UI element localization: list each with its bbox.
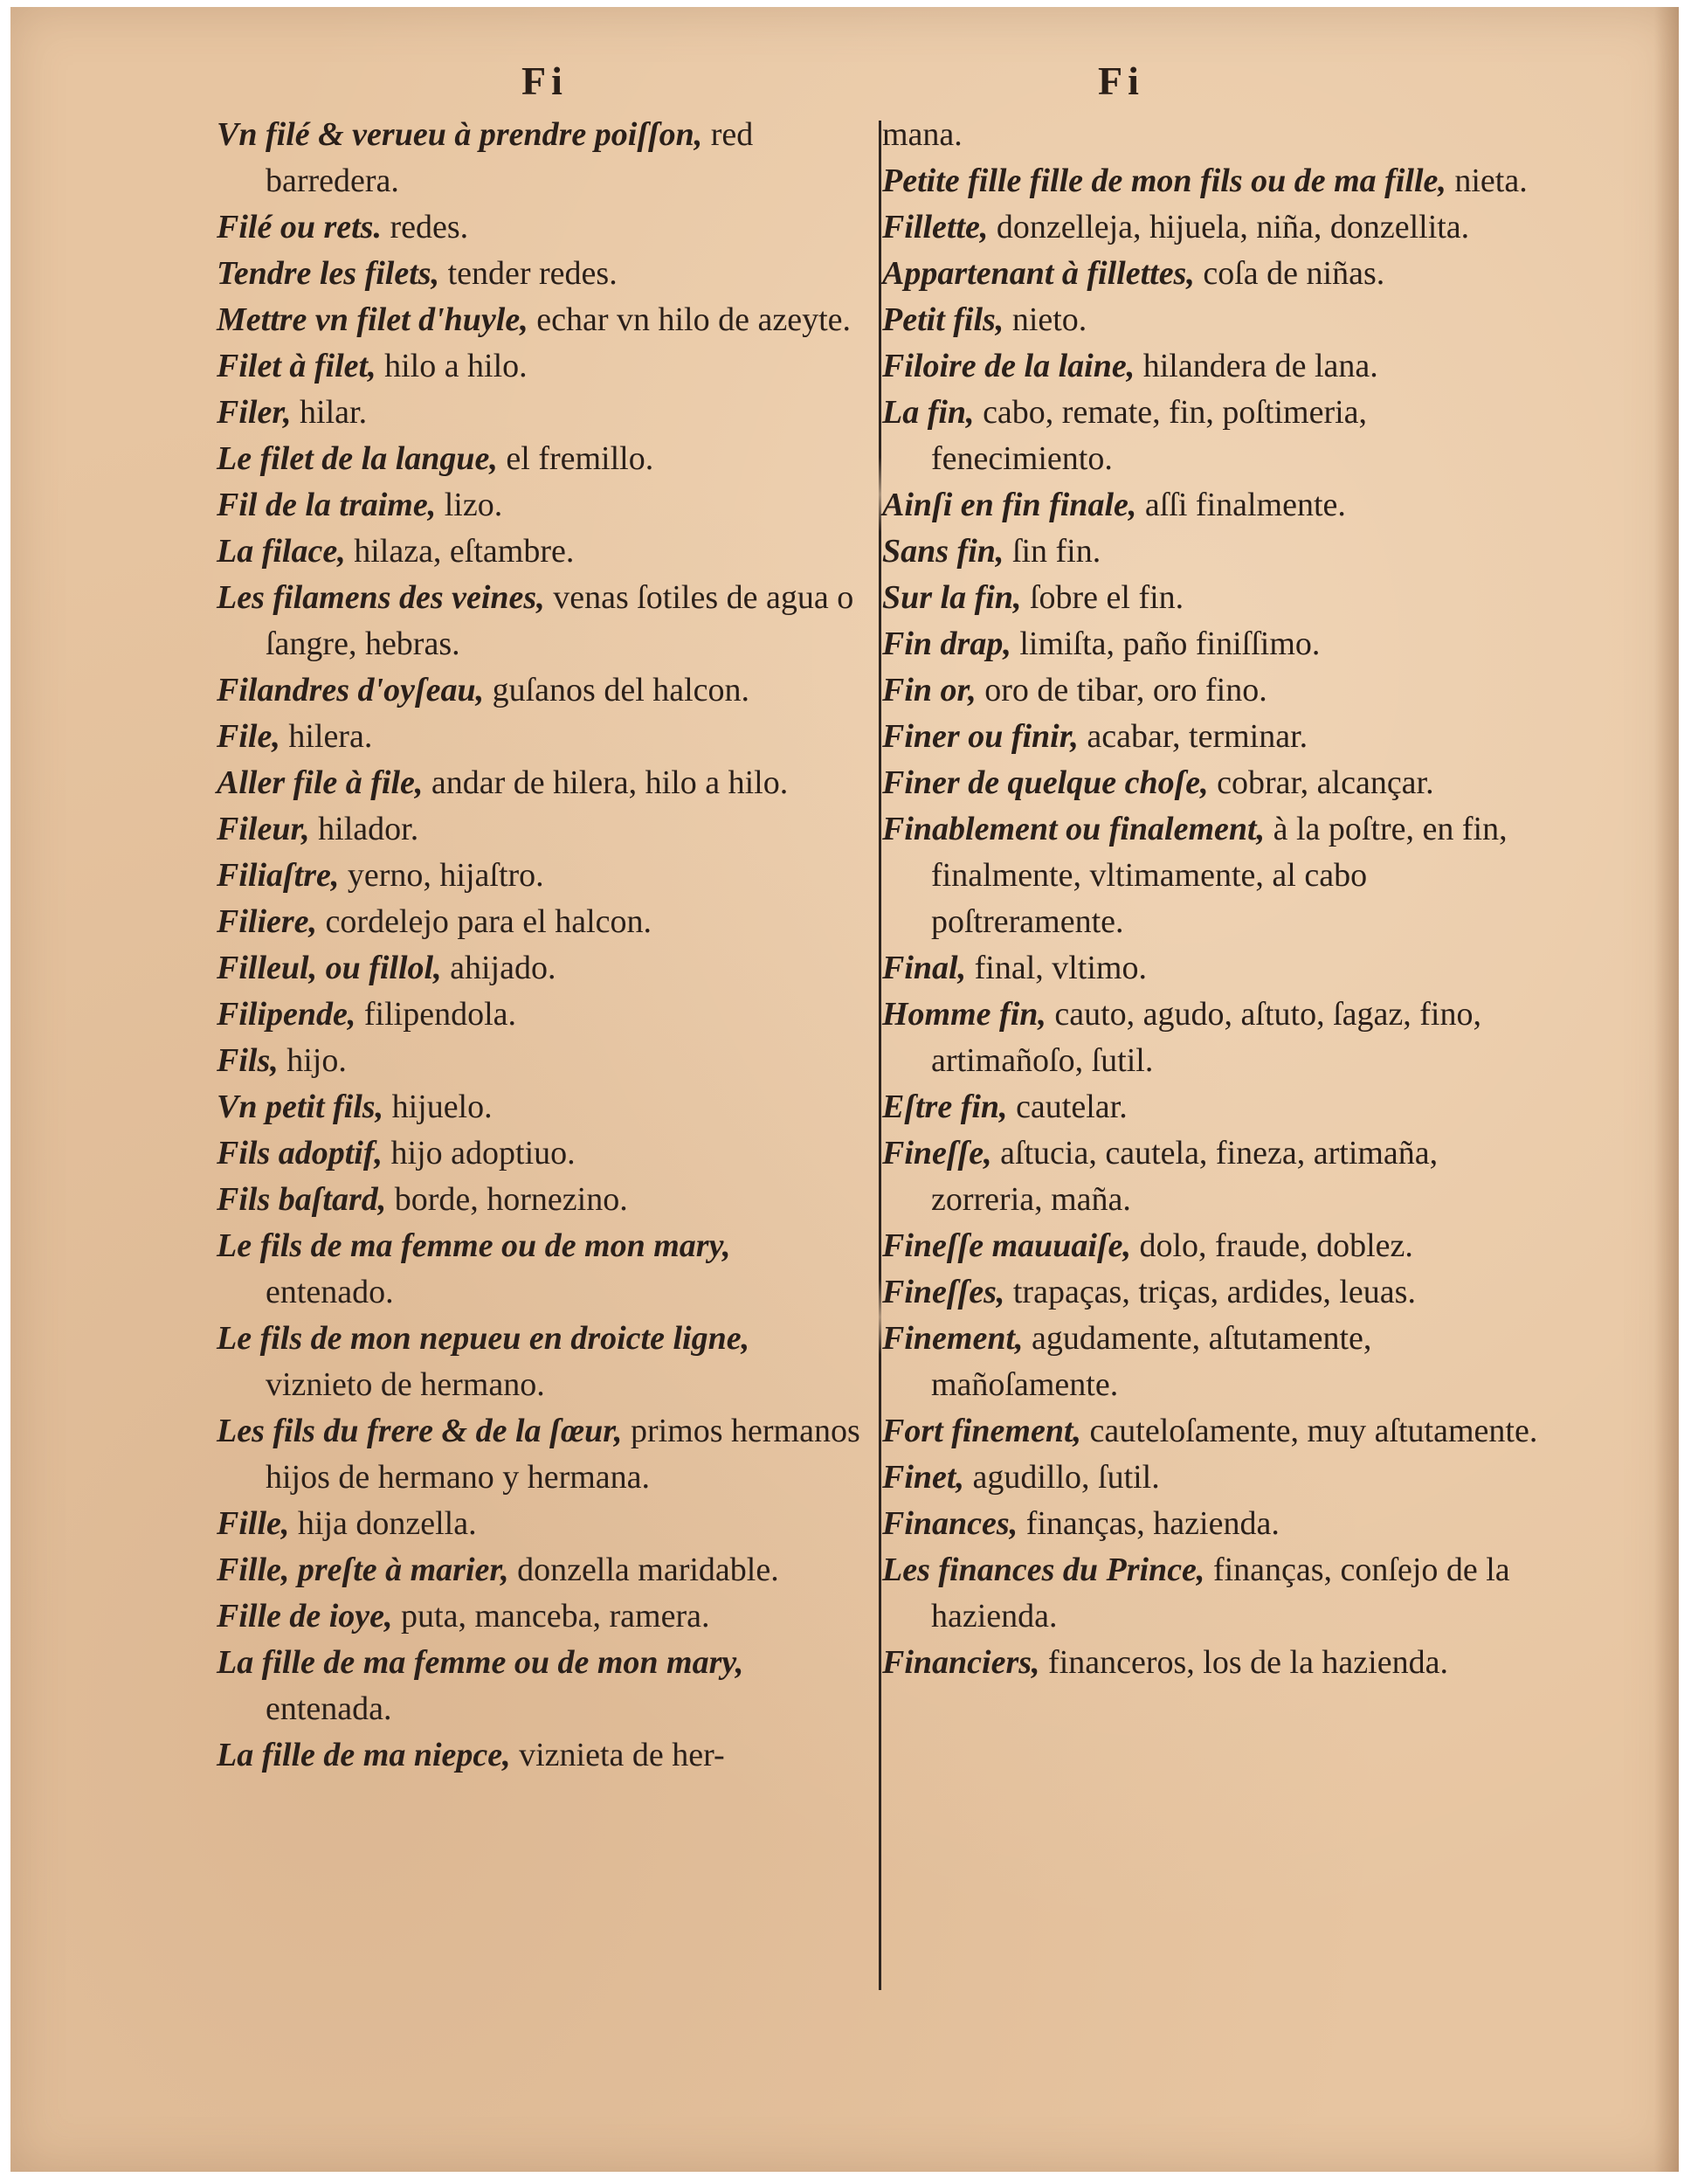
dictionary-entry (217, 1316, 861, 1408)
entry-spanish-gloss: mana. (882, 116, 963, 153)
entry-spanish-gloss: viznieta de her- (510, 1737, 725, 1773)
dictionary-entry (217, 112, 861, 204)
entry-spanish-gloss: nieto. (1004, 301, 1087, 338)
running-head-left: Fi (521, 59, 568, 103)
dictionary-entry (217, 1547, 861, 1593)
dictionary-entry (882, 760, 1542, 806)
entry-spanish-gloss: aſtucia, cautela, fineza, artimaña, zorreria, maña. (931, 1135, 1439, 1218)
entry-spanish-gloss: cobrar, alcançar. (1208, 764, 1434, 801)
dictionary-entry (217, 853, 861, 899)
entry-spanish-gloss: puta, manceba, ramera. (392, 1598, 710, 1635)
dictionary-entry (882, 806, 1542, 945)
dictionary-entry (882, 1501, 1542, 1547)
entry-french-term: Filiere, (217, 903, 318, 940)
dictionary-entry (217, 806, 861, 853)
dictionary-entry (217, 482, 861, 529)
entry-spanish-gloss: dolo, fraude, doblez. (1130, 1227, 1413, 1264)
entry-spanish-gloss: final, vltimo. (966, 950, 1147, 986)
dictionary-entry (217, 714, 861, 760)
entry-spanish-gloss: trapaças, triças, ardides, leuas. (1004, 1274, 1416, 1310)
entry-french-term: La fin, (882, 394, 975, 431)
entry-spanish-gloss: donzella maridable. (508, 1552, 779, 1588)
dictionary-entry (217, 575, 861, 667)
entry-spanish-gloss: hijo. (278, 1042, 347, 1079)
entry-spanish-gloss: borde, hornezino. (386, 1181, 628, 1218)
entry-spanish-gloss: nieta. (1446, 162, 1528, 199)
entry-french-term: La fille de ma niepce, (217, 1737, 511, 1773)
entry-spanish-gloss: yerno, hijaſtro. (339, 857, 544, 894)
entry-french-term: Tendre les filets, (217, 255, 440, 292)
dictionary-entry (217, 992, 861, 1038)
entry-spanish-gloss: el fremillo. (497, 440, 654, 477)
dictionary-entry (882, 390, 1542, 482)
entry-french-term: Le filet de la langue, (217, 440, 498, 477)
dictionary-entry (882, 529, 1542, 575)
dictionary-entry (882, 1408, 1542, 1455)
dictionary-entry (882, 1316, 1542, 1408)
entry-french-term: Fils, (217, 1042, 279, 1079)
dictionary-entry (217, 1084, 861, 1130)
entry-french-term: Les finances du Prince, (882, 1552, 1205, 1588)
dictionary-entry (882, 482, 1542, 529)
entry-spanish-gloss: lizo. (436, 487, 503, 523)
entry-french-term: La fille de ma femme ou de mon mary, (217, 1644, 744, 1681)
entry-french-term: Finances, (882, 1505, 1018, 1542)
entry-spanish-gloss: filipendola. (355, 996, 517, 1033)
dictionary-entry (217, 390, 861, 436)
dictionary-entry (217, 204, 861, 251)
entry-spanish-gloss: hilar. (291, 394, 368, 431)
dictionary-entry (217, 297, 861, 343)
dictionary-entry (217, 1501, 861, 1547)
dictionary-entry (882, 343, 1542, 390)
entry-spanish-gloss: guſanos del halcon. (484, 672, 750, 708)
entry-french-term: Fille, (217, 1505, 290, 1542)
entry-french-term: Fils adoptif, (217, 1135, 383, 1171)
entry-french-term: Financiers, (882, 1644, 1040, 1681)
entry-french-term: Filandres d'oyſeau, (217, 672, 485, 708)
dictionary-entry (882, 621, 1542, 667)
entry-french-term: Fineſſe, (882, 1135, 992, 1171)
entry-french-term: Fin drap, (882, 625, 1011, 662)
entry-french-term: File, (217, 718, 280, 755)
entry-french-term: Fin or, (882, 672, 977, 708)
dictionary-entry (882, 251, 1542, 297)
entry-spanish-gloss: hilo a hilo. (376, 348, 528, 384)
entry-french-term: Fineſſe mauuaiſe, (882, 1227, 1131, 1264)
entry-french-term: Sur la fin, (882, 579, 1022, 616)
dictionary-entry (882, 204, 1542, 251)
column-divider (879, 121, 881, 1990)
entry-french-term: Appartenant à fillettes, (882, 255, 1195, 292)
entry-spanish-gloss: hilador. (309, 811, 419, 847)
entry-french-term: Fils baſtard, (217, 1181, 387, 1218)
dictionary-entry (882, 1223, 1542, 1269)
entry-spanish-gloss: hilaza, eſtambre. (345, 533, 575, 570)
entry-spanish-gloss: tender redes. (439, 255, 618, 292)
entry-spanish-gloss: agudillo, ſutil. (963, 1459, 1160, 1496)
entry-french-term: Filer, (217, 394, 292, 431)
entry-french-term: Le fils de ma femme ou de mon mary, (217, 1227, 731, 1264)
entry-french-term: Finer ou finir, (882, 718, 1079, 755)
dictionary-entry (217, 899, 861, 945)
dictionary-entry (882, 1084, 1542, 1130)
entry-spanish-gloss: aſſi finalmente. (1136, 487, 1346, 523)
entry-french-term: Fille de ioye, (217, 1598, 393, 1635)
dictionary-entry (217, 1408, 861, 1501)
entry-french-term: Finet, (882, 1459, 964, 1496)
entry-french-term: Fille, preſte à marier, (217, 1552, 509, 1588)
dictionary-entry (882, 158, 1542, 204)
entry-spanish-gloss: red barredera. (266, 116, 754, 199)
dictionary-entry (882, 1640, 1542, 1686)
entry-french-term: Eſtre fin, (882, 1089, 1008, 1125)
entry-french-term: La filace, (217, 533, 346, 570)
entry-french-term: Filoire de la laine, (882, 348, 1135, 384)
entry-french-term: Finement, (882, 1320, 1024, 1357)
entry-french-term: Sans fin, (882, 533, 1004, 570)
entry-spanish-gloss: entenada. (266, 1690, 392, 1727)
entry-french-term: Finablement ou finalement, (882, 811, 1266, 847)
entry-french-term: Fineſſes, (882, 1274, 1005, 1310)
entry-french-term: Finer de quelque choſe, (882, 764, 1209, 801)
entry-spanish-gloss: hijo adoptiuo. (383, 1135, 576, 1171)
dictionary-entry (217, 529, 861, 575)
dictionary-entry (882, 297, 1542, 343)
dictionary-entry (882, 945, 1542, 992)
entry-french-term: Filé ou rets. (217, 209, 382, 245)
dictionary-entry (217, 945, 861, 992)
dictionary-entry (882, 112, 1542, 158)
entry-french-term: Fil de la traime, (217, 487, 437, 523)
page-edge-shadow (1654, 7, 1679, 2172)
entry-spanish-gloss: redes. (381, 209, 469, 245)
entry-spanish-gloss: oro de tibar, oro fino. (976, 672, 1267, 708)
entry-french-term: Le fils de mon nepueu en droicte ligne, (217, 1320, 750, 1357)
entry-french-term: Fort finement, (882, 1413, 1082, 1449)
entry-spanish-gloss: venas ſotiles de agua o ſangre, hebras. (266, 579, 854, 662)
dictionary-entry (882, 1547, 1542, 1640)
entry-spanish-gloss: limiſta, paño finiſſimo. (1011, 625, 1321, 662)
entry-french-term: Petite fille fille de mon fils ou de ma fille, (882, 162, 1446, 199)
dictionary-entry (217, 1177, 861, 1223)
entry-spanish-gloss: entenado. (266, 1274, 394, 1310)
dictionary-entry (882, 575, 1542, 621)
entry-french-term: Vn filé & verueu à prendre poiſſon, (217, 116, 703, 153)
entry-spanish-gloss: finanças, conſejo de la hazienda. (931, 1552, 1510, 1635)
entry-french-term: Filiaſtre, (217, 857, 340, 894)
entry-french-term: Filet à filet, (217, 348, 376, 384)
entry-french-term: Les filamens des veines, (217, 579, 545, 616)
entry-french-term: Aller file à file, (217, 764, 424, 801)
dictionary-entry (217, 1640, 861, 1732)
entry-spanish-gloss: viznieto de hermano. (266, 1366, 545, 1403)
entry-french-term: Vn petit fils, (217, 1089, 384, 1125)
dictionary-entry (882, 1269, 1542, 1316)
entry-spanish-gloss: à la poſtre, en fin, finalmente, vltimamente, al cabo poſtreramente. (931, 811, 1508, 940)
entry-spanish-gloss: financeros, los de la hazienda. (1039, 1644, 1448, 1681)
entry-spanish-gloss: cauto, agudo, aſtuto, ſagaz, fino, artimañoſo, ſutil. (931, 996, 1481, 1079)
entry-french-term: Petit fils, (882, 301, 1004, 338)
dictionary-entry (882, 1455, 1542, 1501)
entry-spanish-gloss: ſin fin. (1004, 533, 1101, 570)
entry-french-term: Filipende, (217, 996, 356, 1033)
entry-spanish-gloss: cautelar. (1007, 1089, 1128, 1125)
dictionary-entry (217, 1732, 861, 1779)
entry-spanish-gloss: ſobre el fin. (1021, 579, 1184, 616)
entry-spanish-gloss: hilandera de lana. (1135, 348, 1378, 384)
entry-spanish-gloss: coſa de niñas. (1194, 255, 1385, 292)
dictionary-entry (882, 714, 1542, 760)
entry-spanish-gloss: finanças, hazienda. (1018, 1505, 1280, 1542)
entry-spanish-gloss: ahijado. (441, 950, 556, 986)
entry-spanish-gloss: hijuelo. (383, 1089, 493, 1125)
dictionary-entry (217, 1593, 861, 1640)
entry-spanish-gloss: echar vn hilo de azeyte. (528, 301, 851, 338)
entry-french-term: Final, (882, 950, 967, 986)
entry-french-term: Filleul, ou fillol, (217, 950, 442, 986)
dictionary-entry (217, 251, 861, 297)
entry-french-term: Les fils du frere & de la ſœur, (217, 1413, 623, 1449)
entry-french-term: Fileur, (217, 811, 310, 847)
entry-spanish-gloss: hija donzella. (289, 1505, 477, 1542)
dictionary-entry (217, 343, 861, 390)
running-head-right: Fi (1098, 59, 1144, 103)
dictionary-entry (217, 667, 861, 714)
entry-french-term: Fillette, (882, 209, 989, 245)
dictionary-entry (217, 436, 861, 482)
entry-spanish-gloss: acabar, terminar. (1078, 718, 1308, 755)
entry-french-term: Ainſi en fin finale, (882, 487, 1137, 523)
right-column (882, 112, 1542, 1686)
entry-spanish-gloss: agudamente, aſtutamente, mañoſamente. (931, 1320, 1372, 1403)
entry-spanish-gloss: hilera. (280, 718, 373, 755)
dictionary-entry (882, 667, 1542, 714)
entry-spanish-gloss: andar de hilera, hilo a hilo. (423, 764, 789, 801)
entry-spanish-gloss: primos hermanos hijos de hermano y hermana. (266, 1413, 860, 1496)
entry-spanish-gloss: donzelleja, hijuela, niña, donzellita. (988, 209, 1470, 245)
entry-spanish-gloss: cordelejo para el halcon. (317, 903, 652, 940)
dictionary-entry (217, 1130, 861, 1177)
dictionary-entry (217, 1223, 861, 1316)
entry-spanish-gloss: cauteloſamente, muy aſtutamente. (1081, 1413, 1538, 1449)
entry-french-term: Homme fin, (882, 996, 1046, 1033)
left-column (217, 112, 861, 1779)
dictionary-entry (882, 1130, 1542, 1223)
dictionary-entry (217, 1038, 861, 1084)
entry-french-term: Mettre vn filet d'huyle, (217, 301, 528, 338)
dictionary-entry (217, 760, 861, 806)
dictionary-entry (882, 992, 1542, 1084)
entry-spanish-gloss: cabo, remate, fin, poſtimeria, fenecimiento. (931, 394, 1368, 477)
